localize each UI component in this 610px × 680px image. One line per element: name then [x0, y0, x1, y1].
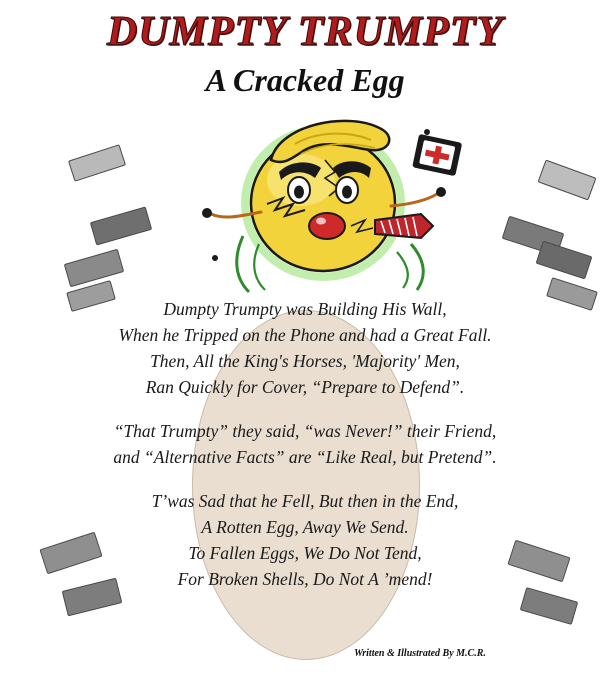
poem-line: A Rotten Egg, Away We Send.	[201, 517, 409, 537]
poem-line: For Broken Shells, Do Not A ’mend!	[177, 569, 433, 589]
page-title: DUMPTY TRUMPTY	[106, 9, 504, 55]
poem-line: T’was Sad that he Fell, But then in the End,	[151, 491, 459, 511]
poem-line: To Fallen Eggs, We Do Not Tend,	[188, 543, 422, 563]
poem-line: Dumpty Trumpty was Building His Wall,	[163, 299, 447, 319]
page-subtitle: A Cracked Egg	[205, 62, 405, 98]
poem-line: “That Trumpty” they said, “was Never!” their Friend,	[113, 421, 497, 441]
poem-line: Ran Quickly for Cover, “Prepare to Defend”.	[145, 377, 465, 397]
poem-line: Then, All the King's Horses, 'Majority' Men,	[150, 351, 460, 371]
poem-stanza	[0, 488, 610, 592]
poem-stanza	[0, 296, 610, 400]
egg-illustration	[175, 108, 475, 298]
poem-line: When he Tripped on the Phone and had a Great Fall.	[118, 325, 492, 345]
credit-line: Written & Illustrated By M.C.R.	[354, 648, 486, 659]
shell-shard	[68, 144, 126, 182]
shell-shard	[90, 206, 152, 245]
poem-text	[0, 296, 610, 610]
poem-line: and “Alternative Facts” are “Like Real, but Pretend”.	[113, 447, 497, 467]
shell-shard	[536, 241, 593, 280]
poem-stanza	[0, 418, 610, 470]
shell-shard	[64, 249, 124, 288]
shell-shard	[538, 159, 597, 200]
